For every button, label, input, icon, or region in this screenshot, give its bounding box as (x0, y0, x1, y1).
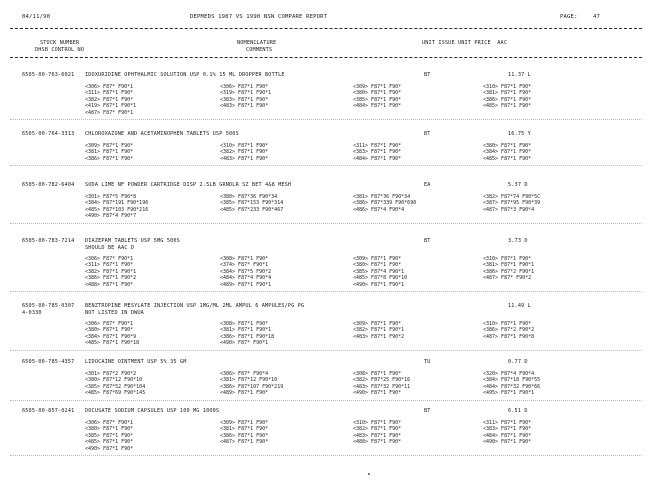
dhsb-control-number: 4-0330 (22, 310, 42, 316)
usage-code: <490> F87*1 F90* (353, 390, 402, 397)
usage-code: <306> F87*1 F90* (220, 84, 269, 90)
usage-code: <485> F87*69 F90*145 (85, 390, 146, 397)
usage-code: <382> F87*74 F90*5C (483, 194, 541, 200)
usage-code: <485> F87*1 F90* (85, 439, 134, 446)
usage-code: <380> F87*1 F90* (353, 90, 402, 97)
usage-code: <309> F87*1 F90* (220, 420, 269, 426)
usage-code: <382> F87*1 F90* (220, 149, 269, 156)
nomenclature: DOCUSATE SODIUM CAPSULES USP 100 MG 1000S (85, 408, 220, 414)
usage-code: <386> F87*1 F90*18 (220, 333, 275, 340)
column-unit-issue-price-aac: UNIT ISSUE UNIT PRICE AAC (422, 40, 508, 46)
nomenclature: IDOXURIDINE OPHTHALMIC SOLUTION USP 0.1% 15 ML DROPPER BOTTLE (85, 72, 285, 78)
page-label: PAGE: (560, 14, 578, 20)
usage-code: <380> F87*36 F90*34 (220, 194, 278, 200)
column-dhsb-control: DHSB CONTROL NO (35, 47, 85, 53)
nomenclature: DIAZEPAM TABLETS USP 5MG 500S (85, 238, 180, 244)
usage-code: <485> F87*233 F90*467 (220, 206, 284, 213)
usage-code: <488> F87*1 F90* (85, 281, 134, 288)
usage-code: <487> F87*3 F90*4 (483, 206, 535, 213)
usage-code: <310> F87*1 F90* (353, 420, 402, 426)
usage-code: <301> F87*2 F90*2 (85, 371, 137, 377)
usage-code: <309> F87*1 F90* (85, 143, 134, 149)
usage-code: <487> F87*1 F90*8 (483, 333, 535, 340)
comment: NOT LISTED IN DWUA (85, 310, 144, 316)
usage-code: <484> F87*1 F90* (353, 155, 402, 162)
usage-code: <485> F87*1 F90* (483, 103, 532, 110)
usage-code: <381> F87*36 F90*34 (353, 194, 411, 200)
unit-price-aac: 0.77 D (508, 359, 528, 365)
usage-code: <311> F87*1 F90* (483, 420, 532, 426)
usage-code: <383> F87*1 F90* (353, 149, 402, 156)
usage-code: <386> F87*107 F90*219 (220, 383, 284, 390)
usage-code: <485> F87*8 F90*10 (353, 275, 408, 282)
usage-code: <485> F87*1 F90*18 (85, 340, 140, 347)
usage-code: <483> F87*1 F90* (353, 432, 402, 439)
unit-price-aac: 11.37 L (508, 72, 531, 78)
usage-code: <488> F87*1 F90* (353, 439, 402, 446)
entry-divider (10, 291, 642, 292)
usage-code: <382> F87*1 F90*1 (85, 268, 137, 275)
usage-code: <308> F87*1 F90* (220, 256, 269, 262)
usage-code: <381> F87*1 F90*1 (220, 327, 272, 334)
usage-code: <381> F87*1 F90* (483, 90, 532, 97)
usage-code: <320> F87*4 F90*4 (483, 371, 535, 377)
entry-divider (10, 400, 642, 401)
usage-code: <384> F87*1 F90*9 (85, 333, 137, 340)
usage-code: <484> F87*4 F90*4 (220, 275, 272, 282)
usage-code: <306> F87* F90*1 (85, 420, 134, 426)
report-date: 04/11/90 (22, 14, 51, 20)
usage-code: <487> F87* F90*1 (85, 109, 134, 116)
usage-code: <308> F87*1 F90* (353, 371, 402, 377)
usage-code: <386> F87*1 F90* (220, 432, 269, 439)
entry-divider (10, 165, 642, 166)
unit-price-aac: 16.75 Y (508, 131, 531, 137)
usage-code: <308> F87*1 F90* (220, 321, 269, 327)
comment: SHOULD BE AAC D (85, 245, 135, 251)
usage-code: <489> F87*1 F90* (220, 390, 269, 397)
usage-code: <310> F87*1 F90* (220, 143, 269, 149)
usage-code: <485> F87*1 F90* (483, 155, 532, 162)
usage-code: <310> F87*1 F90* (483, 256, 532, 262)
column-comments: COMMENTS (246, 47, 273, 53)
usage-code: <384> F87*5 F90*2 (220, 268, 272, 275)
entry-divider (10, 455, 642, 456)
usage-code: <485> F87*103 F90*216 (85, 206, 149, 213)
stock-number: 6505-00-763-6021 (22, 72, 75, 78)
usage-code: <306> F87* F90*1 (85, 84, 134, 90)
usage-code: <382> F87*1 F90* (85, 96, 134, 103)
usage-code: <386> F87*339 F90*690 (353, 200, 417, 207)
entry-divider (10, 119, 642, 120)
usage-code: <306> F87* F90*1 (85, 321, 134, 327)
usage-code: <319> F87*1 F90*1 (220, 90, 272, 97)
usage-code: <380> F87*1 F90* (483, 143, 532, 149)
unit-price-aac: 5.37 D (508, 182, 528, 188)
usage-code: <490> F87* F90*1 (220, 340, 269, 347)
page-number: 47 (593, 14, 601, 20)
usage-code: <484> F87*1 F90* (353, 103, 402, 110)
entry-divider (10, 350, 642, 351)
column-header-divider (10, 57, 642, 58)
usage-code: <483> F87*1 F90*2 (353, 333, 405, 340)
usage-code: <484> F87*1 F90* (483, 432, 532, 439)
usage-code: <374> F87* F90*1 (220, 262, 269, 269)
usage-code: <311> F87*1 F90* (353, 143, 402, 149)
column-nomenclature: NOMENCLATURE (237, 40, 277, 46)
usage-code: <490> F87*1 F90* (85, 445, 134, 452)
usage-code: <483> F87*32 F90*11 (353, 383, 411, 390)
usage-code: <309> F87*1 F90* (353, 321, 402, 327)
unit-of-issue: EA (424, 182, 431, 188)
usage-code: <490> F87*4 F90*7 (85, 213, 137, 220)
nomenclature: CHLOROXAZONE AND ACETAMINOPHEN TABLETS USP 500S (85, 131, 239, 137)
usage-code: <306> F87* F90*4 (220, 371, 269, 377)
unit-price-aac: 11.49 L (508, 303, 531, 309)
entry-divider (10, 223, 642, 224)
usage-code: <310> F87*1 F90* (483, 84, 532, 90)
usage-code: <484> F87*32 F90*66 (483, 383, 541, 390)
stock-number: 6505-00-785-0307 (22, 303, 75, 309)
usage-code: <386> F87*1 F90*2 (85, 275, 137, 282)
usage-code: <309> F87*1 F90* (353, 84, 402, 90)
usage-code: <385> F87*1 F90* (85, 432, 134, 439)
unit-price-aac: 3.73 D (508, 238, 528, 244)
usage-code: <380> F87*1 F90* (85, 426, 134, 433)
usage-code: <495> F87*1 F90*1 (483, 390, 535, 397)
usage-code: <309> F87*1 F90* (353, 256, 402, 262)
usage-code: <384> F87*191 F90*196 (85, 200, 149, 207)
usage-code: <381> F87*12 F90*10 (220, 377, 278, 384)
usage-code: <382> F87*1 F90* (353, 426, 402, 433)
usage-code: <385> F87*52 F90*104 (85, 383, 146, 390)
usage-code: <381> F87*1 F90* (85, 149, 134, 156)
unit-of-issue: BT (424, 131, 431, 137)
stock-number: 6505-00-764-3313 (22, 131, 75, 137)
unit-of-issue: BT (424, 408, 431, 414)
usage-code: <380> F87*1 F90* (85, 327, 134, 334)
usage-code: <383> F87*1 F90* (220, 96, 269, 103)
usage-code: <382> F87*1 F90*1 (353, 327, 405, 334)
stock-number: 6505-00-783-7214 (22, 238, 75, 244)
usage-code: <386> F87*1 F90* (85, 155, 134, 162)
usage-code: <381> F87*1 F90*1 (483, 262, 535, 269)
usage-code: <489> F87*1 F90*1 (220, 281, 272, 288)
stock-number: 6505-00-857-0241 (22, 408, 75, 414)
usage-code: <385> F87*4 F90*1 (353, 268, 405, 275)
unit-of-issue: BT (424, 238, 431, 244)
unit-of-issue: BT (424, 72, 431, 78)
usage-code: <386> F87*2 F90*1 (483, 268, 535, 275)
usage-code: <387> F87*95 F90*39 (483, 200, 541, 207)
header-divider (10, 28, 642, 29)
unit-price-aac: 6.51 D (508, 408, 528, 414)
usage-code: <487> F87* F90*2 (483, 275, 532, 282)
unit-of-issue: TU (424, 359, 431, 365)
usage-code: <380> F87*12 F90*10 (85, 377, 143, 384)
usage-code: <385> F87*1 F90* (353, 96, 402, 103)
usage-code: <384> F87*18 F90*55 (483, 377, 541, 384)
scan-speck (368, 473, 370, 475)
usage-code: <419> F87*1 F90*1 (85, 103, 137, 110)
nomenclature: LIDOCAINE OINTMENT USP 5% 35 GM (85, 359, 187, 365)
usage-code: <380> F87*1 F90* (353, 262, 402, 269)
nomenclature: BENZTROPINE MESYLATE INJECTION USP 1MG/ML 2ML AMPUL 6 AMPULES/PG PG (85, 303, 305, 309)
usage-code: <490> F87*1 F90* (483, 439, 532, 446)
usage-code: <386> F87*1 F90* (483, 96, 532, 103)
column-stock-number: STOCK NUMBER (40, 40, 80, 46)
usage-code: <483> F87*1 F90* (220, 103, 269, 110)
usage-code: <311> F87*1 F90* (85, 262, 134, 269)
usage-code: <383> F87*1 F90* (483, 426, 532, 433)
usage-code: <490> F87*1 F90*1 (353, 281, 405, 288)
usage-code: <382> F87*25 F90*16 (353, 377, 411, 384)
usage-code: <381> F87*1 F90* (220, 426, 269, 433)
stock-number: 6505-00-785-4357 (22, 359, 75, 365)
usage-code: <301> F87*5 F90*8 (85, 194, 137, 200)
report-title: DEPMEDS 1987 VS 1990 NSN COMPARE REPORT (190, 14, 328, 20)
usage-code: <487> F87*1 F90* (220, 439, 269, 446)
stock-number: 6505-00-782-6404 (22, 182, 75, 188)
usage-code: <483> F87*1 F90* (220, 155, 269, 162)
usage-code: <384> F87*1 F90* (483, 149, 532, 156)
usage-code: <306> F87* F90*1 (85, 256, 134, 262)
nomenclature: SODA LIME NF POWDER CARTRIDGE DISP 2.5LB GRNDLR SZ BET 4&8 MESH (85, 182, 292, 188)
usage-code: <385> F87*153 F90*314 (220, 200, 284, 207)
usage-code: <311> F87*1 F90* (85, 90, 134, 97)
usage-code: <310> F87*1 F90* (483, 321, 532, 327)
usage-code: <486> F87*4 F90*4 (353, 206, 405, 213)
usage-code: <386> F87*2 F90*2 (483, 327, 535, 334)
